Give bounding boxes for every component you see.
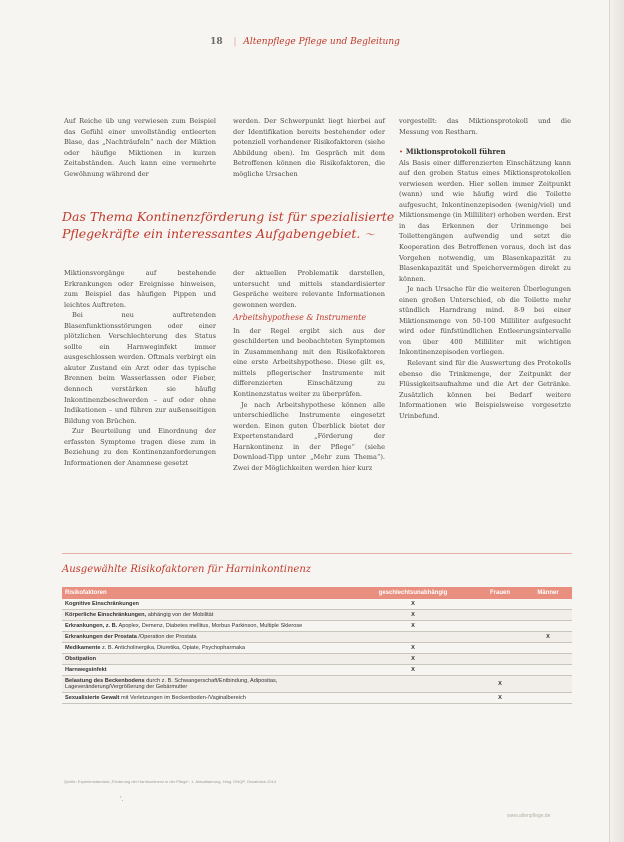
- column-1-bottom: [64, 268, 216, 468]
- risk-factor-detail: z. B. Anticholinergika, Diuretika, Opiate, Psychopharmaka: [102, 645, 246, 651]
- column-header: Männer: [524, 587, 572, 599]
- mark-cell-m: [524, 654, 572, 665]
- column-header: Risikofaktoren: [62, 587, 350, 599]
- mark-cell-m: X: [524, 632, 572, 643]
- section-heading: [399, 147, 571, 158]
- mark-cell-f: X: [476, 693, 524, 704]
- mark-cell-g: X: [350, 643, 476, 654]
- mark-cell-f: [476, 599, 524, 610]
- header-separator: |: [233, 37, 237, 47]
- mark-cell-f: [476, 643, 524, 654]
- paragraph: Relevant sind für die Auswertung des Protokolls ebenso die Trinkmenge, der Zeitpunkt der Flüssigkeitsaufnahme und die Art der Getränke. Zusätzlich können bei Bedarf weitere Informationen wie Beispielsweise vorgesetzte Urinbefund.: [399, 359, 571, 420]
- mark-cell-m: [524, 610, 572, 621]
- column-header: Frauen: [476, 587, 524, 599]
- column-header: geschlechtsunabhängig: [350, 587, 476, 599]
- mark-cell-f: [476, 610, 524, 621]
- table-row: [62, 599, 572, 610]
- mark-cell-m: [524, 621, 572, 632]
- mark-cell-g: X: [350, 621, 476, 632]
- paragraph: Je nach Arbeitshypothese können alle unterschiedliche Instrumente eingesetzt werden. Einen guten Überblick bietet der Expertenstandard „Förderung der Harnkontinenz in der Pflege“ (siehe Download-Tipp unter „Mehr zum Thema“). Zwei der Möglichkeiten werden hier kurz: [233, 400, 385, 472]
- risk-factor-cell: [62, 621, 350, 632]
- risk-factor-cell: [62, 693, 350, 704]
- risk-factor-label: Körperliche Einschränkungen,: [65, 612, 147, 618]
- mark-cell-g: [350, 693, 476, 704]
- mark-cell-f: [476, 654, 524, 665]
- risk-factor-cell: [62, 610, 350, 621]
- column-2-top: [233, 116, 385, 179]
- risk-factor-cell: [62, 665, 350, 676]
- mark-cell-f: X: [476, 676, 524, 693]
- header-title: Altenpflege Pflege und Begleitung: [243, 37, 400, 47]
- bullet-icon: •: [399, 148, 403, 157]
- table-row: [62, 654, 572, 665]
- paragraph: der aktuellen Problematik darstellen, untersucht und mittels standardisierter Gespräche weitere relevante Informationen gewonnen werden.: [233, 269, 385, 309]
- risk-factor-cell: [62, 654, 350, 665]
- section-heading-text: Miktionsprotokoll führen: [405, 147, 506, 157]
- section-subhead: Arbeitshypothese & Instrumente: [233, 313, 367, 323]
- paragraph: Als Basis einer differenzierten Einschätzung kann auf den groben Status eines Miktionsprotokollen verwiesen werden. Hier sollen immer Zeitpunkt (wann) und wie häufig wird die Toilette aufgesucht, Inkontinenzepisoden (wenig/viel) und Miktionsmenge (in Milliliter) erhoben werden. Erst in das Erkennen der Urinmenge bei Toilettengängen aufwendig und setzt die Kooperation des Betroffenen voraus, doch ist das Vorgehen notwendig, um Blasenkapazität zu Blasenkapazität und Speichervermögen direkt zu können.: [399, 158, 571, 283]
- risk-factor-label: Erkrankungen der Prostata: [65, 634, 137, 640]
- pull-quote: [62, 208, 402, 244]
- column-1-top: [64, 116, 216, 179]
- mark-cell-g: X: [350, 610, 476, 621]
- risk-factor-label: Erkrankungen, z. B.: [65, 623, 118, 629]
- swirl-icon: 〜: [364, 230, 375, 241]
- table-source: Quelle: Expertenstandard „Förderung der Harnkontinenz in der Pflege“, 1. Aktualisierung, Hrsg. DNQP, Osnabrück 2014: [64, 779, 277, 784]
- paragraph: Miktionsvorgänge auf bestehende Erkrankungen oder Ereignisse hinweisen, zum Beispiel das häufigen Pippen und leichtes Auftreten.: [64, 269, 216, 309]
- risk-factor-label: Medikamente: [65, 645, 101, 651]
- footer-url: www.altenpflege.de: [507, 813, 551, 819]
- risk-factor-cell: [62, 676, 350, 693]
- table-row: [62, 632, 572, 643]
- mark-cell-f: [476, 632, 524, 643]
- risk-factor-label: Sexualisierte Gewalt: [65, 695, 120, 701]
- paragraph: In der Regel ergibt sich aus der geschilderten und beobachteten Symptomen in Zusammenhang mit den Risikofaktoren eine erste Arbeitshypothese. Diese gilt es, mittels pflegerischer Instrumente mit differenzierten Einschätzung zu Kontinenzstatus weiter zu überprüfen.: [233, 326, 385, 399]
- table-row: [62, 665, 572, 676]
- risk-factor-label: Kognitive Einschränkungen: [65, 601, 139, 607]
- scan-mark: '.: [120, 796, 124, 803]
- risk-factor-cell: [62, 632, 350, 643]
- running-header: [0, 37, 610, 47]
- mark-cell-m: [524, 643, 572, 654]
- pull-quote-text: Das Thema Kontinenzförderung ist für spezialisierte Pflegekräfte ein interessantes Aufgabengebiet.: [62, 209, 395, 241]
- column-3: [399, 116, 571, 421]
- mark-cell-g: [350, 632, 476, 643]
- risk-factor-detail: durch z. B. Schwangerschaft/Entbindung, Adipositas, Lageveränderung/Vergrößerung der Gebärmutter: [65, 678, 278, 690]
- table-title: Ausgewählte Risikofaktoren für Harninkontinenz: [62, 564, 312, 575]
- paragraph: Zur Beurteilung und Einordnung der erfassten Symptome tragen diese zum in Beziehung zu den Kontinenzanforderungen Informationen der Anamnese gesetzt: [64, 427, 216, 467]
- risk-factor-label: Harnwegsinfekt: [65, 667, 107, 673]
- mark-cell-m: [524, 676, 572, 693]
- mark-cell-f: [476, 621, 524, 632]
- mark-cell-m: [524, 693, 572, 704]
- column-2-bottom: [233, 268, 385, 473]
- table-row: [62, 643, 572, 654]
- paragraph: werden. Der Schwerpunkt liegt hierbei auf der Identifikation bereits bestehender oder potenziell vorhandener Risikofaktoren (siehe Abbildung oben). Im Gespräch mit dem Betroffenen können die Risikofaktoren, die mögliche Ursachen: [233, 117, 385, 178]
- risk-factor-cell: [62, 643, 350, 654]
- mark-cell-g: X: [350, 599, 476, 610]
- paragraph: vorgestellt: das Miktionsprotokoll und die Messung von Restharn.: [399, 117, 571, 136]
- paragraph: Bei neu auftretenden Blasenfunktionsstörungen oder einer plötzlichen Verschlechterung des Status sollte ein Harnweginfekt immer ausgeschlossen werden. Oftmals verbirgt ein akuter Zustand ein Arzt oder das typische Brennen beim Wasserlassen oder Fieber, dennoch verstärken sie häufig Inkontinenzbeschwerden – auf oder ohne Indikationen – und führen zur außenseitigen Bildung von Brüchen.: [64, 311, 216, 425]
- mark-cell-m: [524, 665, 572, 676]
- risk-factor-detail: Apoplex, Demenz, Diabetes mellitus, Morbus Parkinson, Multiple Sklerose: [118, 623, 303, 629]
- mark-cell-g: X: [350, 665, 476, 676]
- mark-cell-g: [350, 676, 476, 693]
- paragraph: Auf Reiche üb ung verwiesen zum Beispiel das Gefühl einer unvollständig entleerten Blase, das „Nachträufeln“ nach der Miktion oder häufige Miktionen in kurzen Zeitabständen. Auch kann eine vermehrte Gewöhnung während der: [64, 117, 216, 178]
- risk-factor-detail: abhängig von der Mobilität: [147, 612, 214, 618]
- risk-factor-detail: mit Verletzungen im Beckenboden-/Vaginalbereich: [120, 695, 246, 701]
- risk-factor-table: [62, 587, 572, 704]
- mark-cell-f: [476, 665, 524, 676]
- page-edge: [609, 0, 624, 842]
- table-row: [62, 693, 572, 704]
- mark-cell-g: X: [350, 654, 476, 665]
- risk-factor-label: Obstipation: [65, 656, 97, 662]
- page-number: 18: [210, 37, 223, 47]
- table-row: [62, 610, 572, 621]
- divider: [62, 553, 572, 554]
- paragraph: Je nach Ursache für die weiteren Überlegungen einen großen Unterschied, ob die Toilette mehr stündlich Harndrang mind. 8-9 bei einer Miktionsmenge von 50-100 Milliliter aufgesucht wird oder fünfstündlichen Entleerungsintervalle von über 400 Milliliter mit wichtigen Inkontinenzepisoden vorliegen.: [399, 285, 571, 357]
- table-row: [62, 676, 572, 693]
- table-header-row: [62, 587, 572, 599]
- mark-cell-m: [524, 599, 572, 610]
- risk-factor-cell: [62, 599, 350, 610]
- risk-factor-detail: /Operation der Prostata: [138, 634, 197, 640]
- risk-factor-label: Belastung des Beckenbodens: [65, 678, 145, 684]
- table-row: [62, 621, 572, 632]
